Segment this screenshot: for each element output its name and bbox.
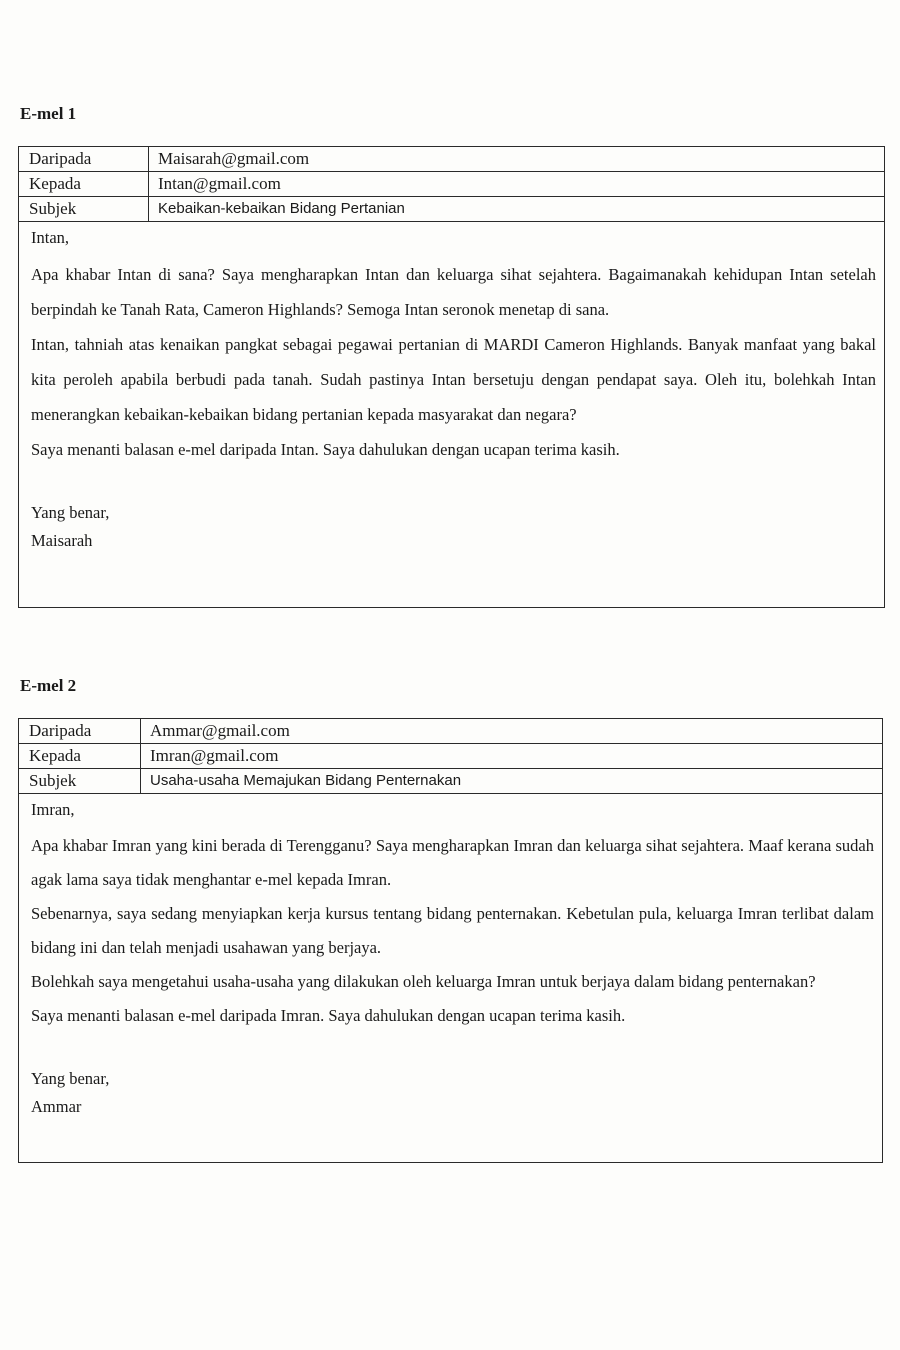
closing: Yang benar, (31, 503, 110, 522)
paragraph: Saya menanti balasan e-mel daripada Imran. Saya dahulukan dengan ucapan terima kasih. (31, 1006, 626, 1025)
paragraph: Apa khabar Imran yang kini berada di Terengganu? Saya mengharapkan Imran dan keluarga sihat sejahtera. Maaf kerana sudah agak lama saya tidak menghantar e-mel kepada Imran. (31, 836, 874, 889)
greeting: Imran, (31, 800, 75, 819)
email-1-to-row (19, 172, 884, 197)
paragraph: Apa khabar Intan di sana? Saya mengharapkan Intan dan keluarga sihat sejahtera. Bagaimanakah kehidupan Intan setelah berpindah ke Tanah Rata, Cameron Highlands? Semoga Intan seronok menetap di sana. (31, 265, 876, 319)
email-1-body (19, 222, 884, 551)
email-2-body (19, 794, 882, 1117)
paragraph: Intan, tahniah atas kenaikan pangkat sebagai pegawai pertanian di MARDI Cameron Highlands. Banyak manfaat yang bakal kita peroleh apabila berbudi pada tanah. Sudah pastinya Intan bersetuju dengan pendapat saya. Oleh itu, bolehkah Intan menerangkan kebaikan-kebaikan bidang pertanian kepada masyarakat dan negara? (31, 335, 876, 424)
subject-text: Usaha-usaha Memajukan Bidang Penternakan (150, 772, 462, 789)
to-address: Imran@gmail.com (150, 746, 279, 765)
paragraph: Bolehkah saya mengetahui usaha-usaha yang dilakukan oleh keluarga Imran untuk berjaya dalam bidang penternakan? (31, 972, 816, 991)
email-2-from-row (19, 719, 882, 744)
subject-text: Kebaikan-kebaikan Bidang Pertanian (158, 200, 405, 217)
from-address: Ammar@gmail.com (150, 721, 290, 740)
email-1-heading: E-mel 1 (20, 104, 77, 123)
email-2-heading: E-mel 2 (20, 676, 77, 695)
closing: Yang benar, (31, 1069, 110, 1088)
signature: Maisarah (31, 531, 93, 550)
to-label: Kepada (19, 744, 141, 768)
subject-label: Subjek (19, 197, 149, 221)
to-label: Kepada (19, 172, 149, 196)
from-label: Daripada (19, 147, 149, 171)
greeting: Intan, (31, 228, 70, 247)
paragraph: Saya menanti balasan e-mel daripada Intan. Saya dahulukan dengan ucapan terima kasih. (31, 440, 620, 459)
to-address: Intan@gmail.com (158, 174, 281, 193)
email-1-box (18, 146, 885, 608)
from-address: Maisarah@gmail.com (158, 149, 310, 168)
signature: Ammar (31, 1097, 82, 1116)
from-label: Daripada (19, 719, 141, 743)
email-1-subject-row (19, 197, 884, 222)
email-1-from-row (19, 147, 884, 172)
paragraph: Sebenarnya, saya sedang menyiapkan kerja kursus tentang bidang penternakan. Kebetulan pula, keluarga Imran terlibat dalam bidang ini dan telah menjadi usahawan yang berjaya. (31, 904, 874, 957)
email-2-box (18, 718, 883, 1163)
email-2-subject-row (19, 769, 882, 794)
email-2-to-row (19, 744, 882, 769)
subject-label: Subjek (19, 769, 141, 793)
